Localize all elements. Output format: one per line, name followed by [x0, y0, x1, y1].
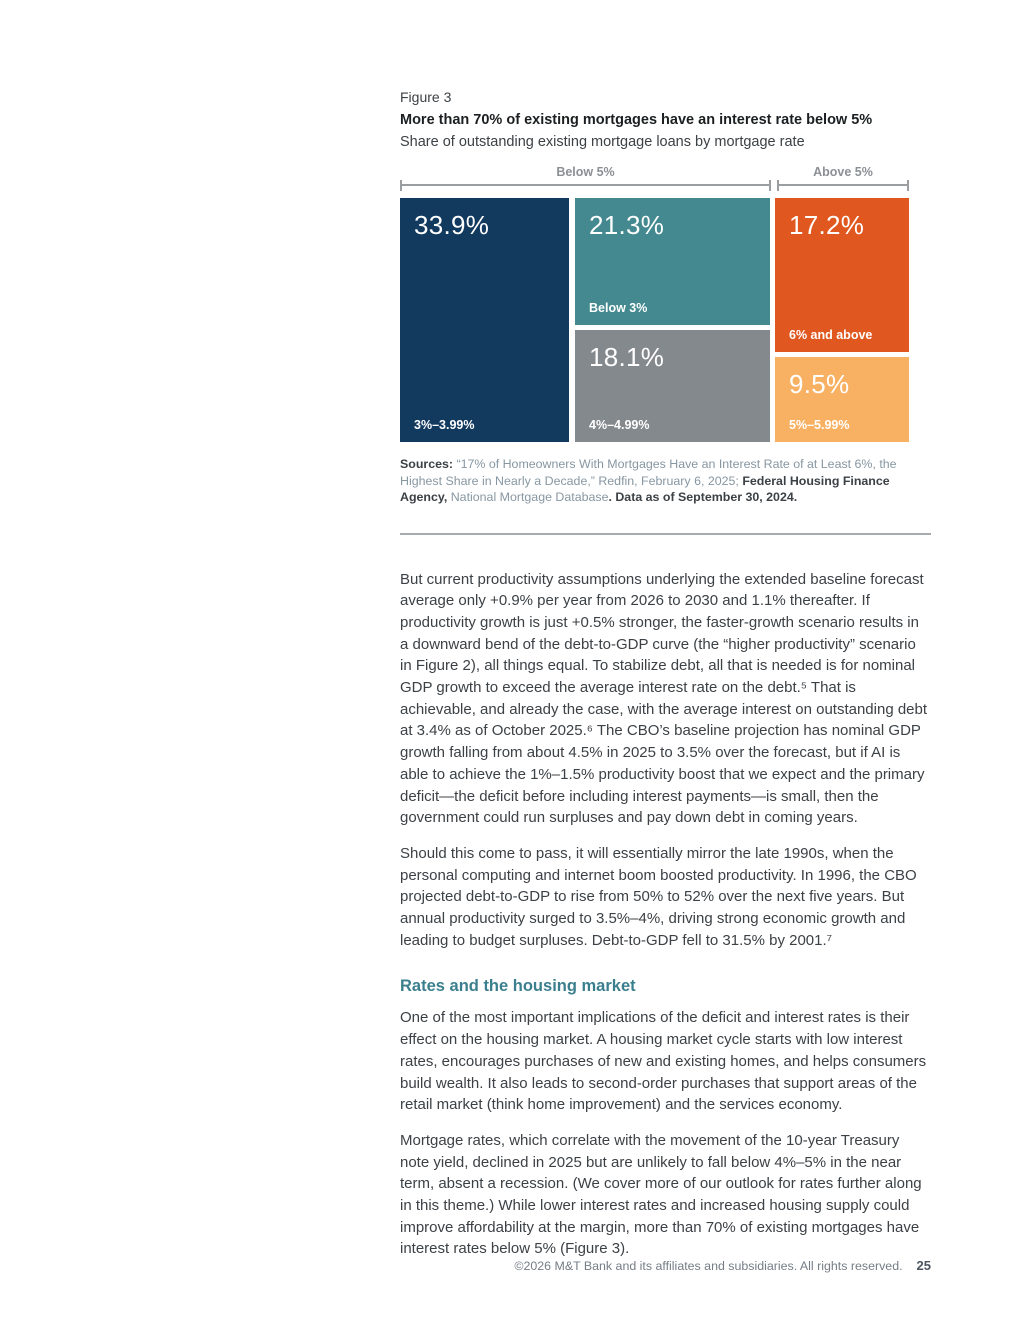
bracket-above-5pct-line: [777, 184, 909, 186]
treemap-value: 18.1%: [589, 342, 665, 372]
bracket-below-5pct: [400, 165, 771, 193]
treemap-category-label: 5%–5.99%: [789, 418, 850, 432]
source-data-as-of: . Data as of September 30, 2024.: [608, 490, 798, 504]
treemap-category-label: 6% and above: [789, 328, 873, 342]
bracket-below-5pct-line: [400, 184, 771, 186]
paragraph-mortgage-rates: Mortgage rates, which correlate with the movement of the 10-year Treasury note yield, declined in 2025 but are unlikely to fall below 4%–5% in the near term, absent a recession. (We cover more of our outlook for rates further along in this theme.) While lower interest rates and increased housing supply could improve affordability at the margin, more than 70% of existing mortgages have interest rates below 5% (Figure 3).: [400, 1131, 922, 1258]
bracket-tick: [769, 180, 771, 191]
figure-label: Figure 3: [400, 89, 452, 105]
treemap-category-label: 4%–4.99%: [589, 418, 650, 432]
figure-sources: [400, 456, 931, 506]
treemap-value: 9.5%: [789, 369, 850, 399]
figure-title: More than 70% of existing mortgages have an interest rate below 5%: [400, 112, 873, 128]
treemap-block-6-and-above: [775, 198, 909, 352]
treemap-category-label: 3%–3.99%: [414, 418, 475, 432]
bracket-tick: [777, 180, 779, 191]
treemap-value: 21.3%: [589, 210, 665, 240]
bracket-above-5pct-label: Above 5%: [813, 165, 873, 179]
bracket-tick: [400, 180, 402, 191]
figure-subtitle: Share of outstanding existing mortgage loans by mortgage rate: [400, 134, 805, 150]
page-footer: [400, 1258, 931, 1273]
copyright-text: ©2026 M&T Bank and its affiliates and subsidiaries. All rights reserved.: [514, 1259, 903, 1273]
treemap-group-brackets: [400, 165, 931, 193]
paragraph-housing-implications: One of the most important implications of the deficit and interest rates is their effect on the housing market. A housing market cycle starts with low interest rates, encourages purchases of new and existing homes, and helps consumers build wealth. It also leads to second-order purchases that support areas of the retail market (think home improvement) and the services economy.: [400, 1009, 927, 1114]
page-number: 25: [916, 1258, 931, 1273]
figure-divider-rule: [400, 533, 931, 535]
article-body: [400, 569, 931, 1261]
paragraph-productivity-assumptions: But current productivity assumptions underlying the extended baseline forecast average only +0.9% per year from 2026 to 2030 and 1.1% thereafter. If productivity growth is just +0.5% stronger, the faster-growth scenario results in a downward bend of the debt-to-GDP curve (the “higher productivity” scenario in Figure 2), all things equal. To stabilize debt, all that is needed is for nominal GDP growth to exceed the average interest rate on the debt.⁵ That is achievable, and already the case, with the average interest on outstanding debt at 3.4% as of October 2025.⁶ The CBO’s baseline projection has nominal GDP growth falling from about 4.5% in 2025 to 3.5% over the forecast, but if AI is able to achieve the 1%–1.5% productivity boost that we expect and the primary deficit—the deficit before including interest payments—is small, then the government could run surpluses and pay down debt in coming years.: [400, 570, 928, 827]
bracket-tick: [907, 180, 909, 191]
treemap-category-label: Below 3%: [589, 301, 648, 315]
section-heading-rates-housing: Rates and the housing market: [400, 977, 636, 996]
source-link-national-mortgage-database[interactable]: National Mortgage Database: [450, 490, 609, 504]
sources-label: Sources:: [400, 457, 457, 471]
source-link-redfin[interactable]: “17% of Homeowners With Mortgages Have an Interest Rate of at Least 6%, the Highest Share in Nearly a Decade,” Redfin, February 6, 2025;: [400, 457, 897, 488]
paragraph-1990s-mirror: Should this come to pass, it will essentially mirror the late 1990s, when the personal computing and internet boom boosted productivity. In 1996, the CBO projected debt-to-GDP to rise from 50% to 52% over the next five years. But annual productivity surged to 3.5%–4%, driving strong economic growth and leading to budget surpluses. Debt-to-GDP fell to 31.5% by 2001.⁷: [400, 844, 917, 949]
treemap-block-5-5.99: [775, 357, 909, 442]
bracket-above-5pct: [777, 165, 909, 193]
source-fhfa: Federal Housing Finance Agency,: [400, 473, 890, 504]
bracket-below-5pct-label: Below 5%: [556, 165, 615, 179]
treemap-middle-column: [575, 198, 770, 442]
treemap-block-3-3.99: [400, 198, 569, 442]
treemap-value: 33.9%: [414, 210, 490, 240]
treemap-right-column: [775, 198, 909, 442]
mortgage-rate-treemap: [400, 198, 909, 442]
treemap-value: 17.2%: [789, 210, 865, 240]
treemap-block-4-4.99: [575, 330, 770, 442]
page-content: [400, 0, 931, 1274]
treemap-block-below-3: [575, 198, 770, 325]
